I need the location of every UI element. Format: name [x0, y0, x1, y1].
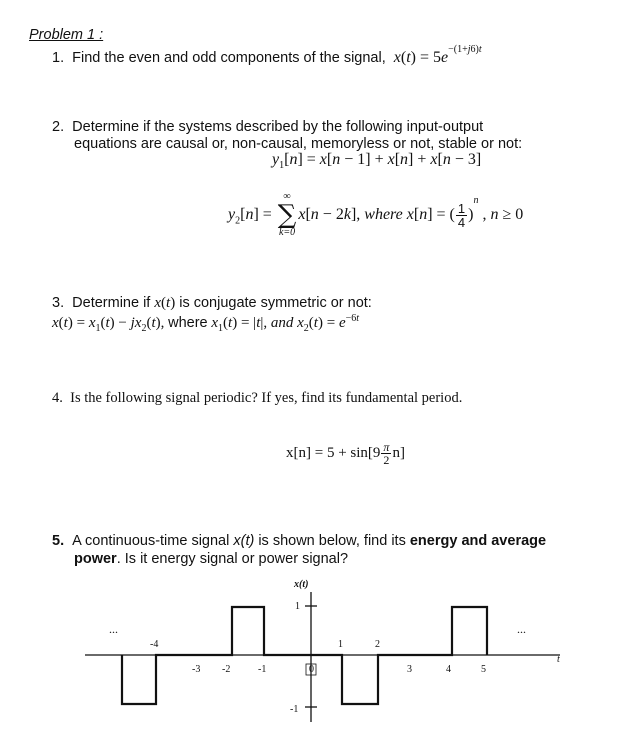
y-axis-label: x(t)	[294, 579, 309, 590]
periodic-equation: x[n] = 5 + sin[9 $\frac{\pi}{2}$ n]	[286, 440, 405, 467]
question-5: 5. A continuous-time signal x(t) is shown below, find its energy and average	[52, 533, 547, 549]
question-text: Determine if the systems described by the following input-output	[72, 119, 484, 135]
x-tick-5: 5	[481, 664, 486, 675]
system-1-equation: $y_1[n] = x[n - 1] + x[n] + x[n - 3]$	[272, 151, 482, 172]
question-number: 3.	[52, 295, 65, 311]
signal-waveform	[122, 607, 487, 704]
x-tick-minus-3: -3	[192, 664, 201, 675]
x-tick-0: 0	[309, 664, 314, 675]
signal-equation: x	[393, 48, 401, 66]
question-number: 1.	[52, 49, 65, 66]
x-tick-minus-4: -4	[150, 639, 159, 650]
question-text: Find the even and odd components of the signal,	[72, 49, 386, 66]
x-tick-2: 2	[375, 639, 380, 650]
conjugate-equation: $x(t) = x_1(t) - jx_2(t)$, where $x_1(t) = |t|$, and $x_2(t) = e^{-6t}$	[52, 313, 360, 334]
question-text: Is the following signal periodic? If yes, find its fundamental period.	[70, 390, 463, 406]
y-tick-label-minus-1: -1	[290, 704, 299, 715]
question-text: Determine if	[72, 295, 151, 311]
t-axis-label: t	[557, 654, 560, 665]
system-2-equation: $y_2[n]$ = ∞ ∑ k=0 x[n − 2k], where x[n] = ( $\frac{1}{4}$ )$^n$ , n ≥ 0	[228, 191, 524, 238]
x-tick-minus-2: -2	[222, 664, 231, 675]
problem-title: Problem 1 :	[29, 27, 104, 43]
x-tick-1: 1	[338, 639, 343, 650]
ellipsis-right: ...	[517, 622, 526, 636]
x-tick-minus-1: -1	[258, 664, 267, 675]
x-tick-4: 4	[446, 664, 451, 675]
question-number: 2.	[52, 119, 65, 135]
question-number: 4.	[52, 390, 63, 406]
question-2-line2: equations are causal or, non-causal, memoryless or not, stable or not:	[74, 136, 523, 152]
x-tick-3: 3	[407, 664, 412, 675]
question-number: 5.	[52, 533, 65, 549]
ellipsis-left: ...	[109, 622, 118, 636]
y-tick-label-1: 1	[295, 601, 300, 612]
question-3: 3. Determine if x(t) is conjugate symmetric or not:	[52, 295, 372, 311]
question-1: 1. Find the even and odd components of the signal, $x(t) = 5e^{-(1+j6)t}$	[52, 44, 482, 66]
question-5-line2: power. Is it energy signal or power signal?	[74, 551, 349, 567]
